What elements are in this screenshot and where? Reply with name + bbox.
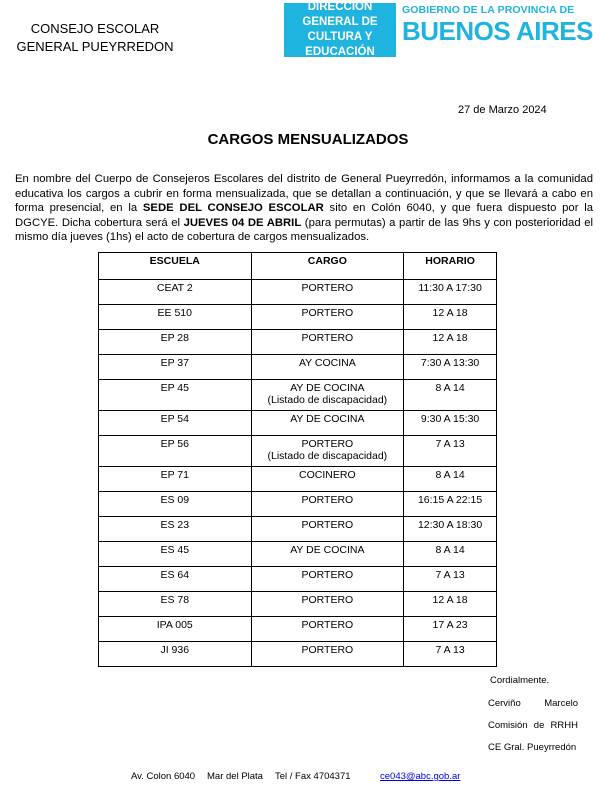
cell-cargo — [251, 411, 404, 436]
council-line-2: GENERAL PUEYRREDON — [16, 39, 174, 54]
cell-cargo — [251, 280, 404, 305]
cell-escuela: EP 37 — [99, 355, 252, 380]
table-row — [99, 305, 497, 330]
cell-escuela: EP 45 — [99, 380, 252, 411]
province-logo-line-2: BUENOS AIRES — [402, 16, 593, 46]
cargo-label: AY DE COCINA — [290, 382, 365, 394]
cargo-label: PORTERO — [301, 438, 354, 450]
signer-role-word-2: de — [533, 720, 545, 731]
cell-escuela: ES 64 — [99, 567, 252, 592]
cell-cargo — [251, 617, 404, 642]
table-row — [99, 592, 497, 617]
document-date: 27 de Marzo 2024 — [458, 104, 547, 116]
cell-horario: 12 A 18 — [404, 330, 497, 355]
cell-cargo — [251, 642, 404, 667]
cargo-label: PORTERO — [301, 307, 354, 319]
cargo-label: AY COCINA — [298, 357, 356, 369]
cargo-label: PORTERO — [301, 619, 354, 631]
cell-horario: 7 A 13 — [404, 436, 497, 467]
council-line-1: CONSEJO ESCOLAR — [30, 21, 160, 36]
cell-horario: 9:30 A 15:30 — [404, 411, 497, 436]
table-header-row — [99, 253, 497, 280]
footer-city: Mar del Plata — [207, 771, 263, 782]
cell-cargo — [251, 592, 404, 617]
table-row — [99, 617, 497, 642]
dgce-logo — [284, 3, 396, 57]
cell-escuela: ES 09 — [99, 492, 252, 517]
intro-bold-date: JUEVES 04 DE ABRIL — [183, 216, 302, 229]
cell-horario: 7:30 A 13:30 — [404, 355, 497, 380]
cell-escuela: EP 56 — [99, 436, 252, 467]
cell-cargo — [251, 542, 404, 567]
cargo-label: COCINERO — [299, 469, 356, 481]
cell-cargo — [251, 355, 404, 380]
cell-horario: 12 A 18 — [404, 592, 497, 617]
cell-escuela: IPA 005 — [99, 617, 252, 642]
table-row — [99, 492, 497, 517]
table-row — [99, 355, 497, 380]
table-row — [99, 542, 497, 567]
footer-phone: Tel / Fax 4704371 — [275, 771, 351, 782]
table-row — [99, 467, 497, 492]
cell-horario: 11:30 A 17:30 — [404, 280, 497, 305]
cell-cargo — [251, 305, 404, 330]
cell-horario: 7 A 13 — [404, 567, 497, 592]
cell-cargo — [251, 330, 404, 355]
signer-org: CE Gral. Pueyrredón — [488, 742, 577, 753]
cell-escuela: JI 936 — [99, 642, 252, 667]
header-cargo: CARGO — [251, 253, 404, 280]
document-title: CARGOS MENSUALIZADOS — [207, 131, 409, 148]
table-body — [99, 280, 497, 667]
cell-horario: 8 A 14 — [404, 467, 497, 492]
header-horario: HORARIO — [404, 253, 497, 280]
cargo-label: PORTERO — [301, 519, 354, 531]
cell-cargo — [251, 492, 404, 517]
intro-paragraph — [15, 172, 593, 245]
cargo-note: (Listado de discapacidad) — [267, 394, 388, 406]
dgce-logo-line-2: CULTURA Y EDUCACIÓN — [305, 31, 375, 58]
cell-escuela: EP 71 — [99, 467, 252, 492]
cell-escuela: ES 23 — [99, 517, 252, 542]
cargo-note: (Listado de discapacidad) — [267, 450, 388, 462]
positions-table — [98, 252, 497, 667]
cell-horario: 8 A 14 — [404, 542, 497, 567]
header-escuela: ESCUELA — [99, 253, 252, 280]
table-row — [99, 280, 497, 305]
closing-greeting: Cordialmente. — [490, 675, 550, 686]
cargo-label: AY DE COCINA — [290, 413, 365, 425]
cell-escuela: EE 510 — [99, 305, 252, 330]
cell-escuela: ES 78 — [99, 592, 252, 617]
cell-cargo — [251, 467, 404, 492]
cell-horario: 7 A 13 — [404, 642, 497, 667]
cargo-label: PORTERO — [301, 644, 354, 656]
table-row — [99, 411, 497, 436]
signer-role-word-3: RRHH — [550, 720, 578, 731]
signer-name — [488, 698, 578, 709]
province-logo — [402, 4, 608, 46]
cell-cargo — [251, 436, 404, 467]
council-name — [0, 20, 190, 56]
cell-escuela: EP 28 — [99, 330, 252, 355]
table-row — [99, 517, 497, 542]
cell-cargo — [251, 380, 404, 411]
cargo-label: PORTERO — [301, 594, 354, 606]
intro-text-3: (para permutas) a partir de las 9hs y con posterioridad el mismo día jueves (1hs) el acto de cobertura de cargos mensualizados. — [15, 216, 593, 243]
cargo-label: PORTERO — [301, 569, 354, 581]
table-row — [99, 642, 497, 667]
cargo-label: AY DE COCINA — [290, 544, 365, 556]
cell-escuela: EP 54 — [99, 411, 252, 436]
cell-horario: 16:15 A 22:15 — [404, 492, 497, 517]
signer-role-word-1: Comisión — [488, 720, 528, 731]
table-row — [99, 380, 497, 411]
intro-text-2: sito en Colón 6040, y que fuera dispuesto por la DGCYE. Dicha cobertura será el — [15, 202, 594, 229]
cell-escuela: CEAT 2 — [99, 280, 252, 305]
intro-bold-venue: SEDE DEL CONSEJO ESCOLAR — [142, 202, 324, 214]
cell-cargo — [251, 517, 404, 542]
table-row — [99, 330, 497, 355]
cell-horario: 8 A 14 — [404, 380, 497, 411]
table-row — [99, 567, 497, 592]
cell-horario: 12 A 18 — [404, 305, 497, 330]
cell-horario: 17 A 23 — [404, 617, 497, 642]
intro-text-1: En nombre del Cuerpo de Consejeros Escolares del distrito de General Pueyrredón, informamos a la comunidad educativa los cargos a cubrir en forma mensualizada, que se detallan a continuación, y que se llevará a cabo en forma presencial, en la — [15, 173, 593, 214]
cargo-label: PORTERO — [301, 494, 354, 506]
footer-email-link[interactable]: ce043@abc.gob.ar — [380, 771, 461, 782]
cell-horario: 12:30 A 18:30 — [404, 517, 497, 542]
cargo-label: PORTERO — [301, 282, 354, 294]
footer-address: Av. Colon 6040 — [131, 771, 196, 782]
province-logo-line-1: GOBIERNO DE LA PROVINCIA DE — [402, 4, 575, 16]
signer-role — [488, 720, 578, 731]
dgce-logo-line-1: DIRECCIÓN GENERAL DE — [302, 1, 378, 28]
table-row — [99, 436, 497, 467]
signer-first-name: Cerviño — [488, 698, 521, 709]
cell-cargo — [251, 567, 404, 592]
signer-last-name: Marcelo — [544, 698, 578, 709]
cargo-label: PORTERO — [301, 332, 354, 344]
cell-escuela: ES 45 — [99, 542, 252, 567]
